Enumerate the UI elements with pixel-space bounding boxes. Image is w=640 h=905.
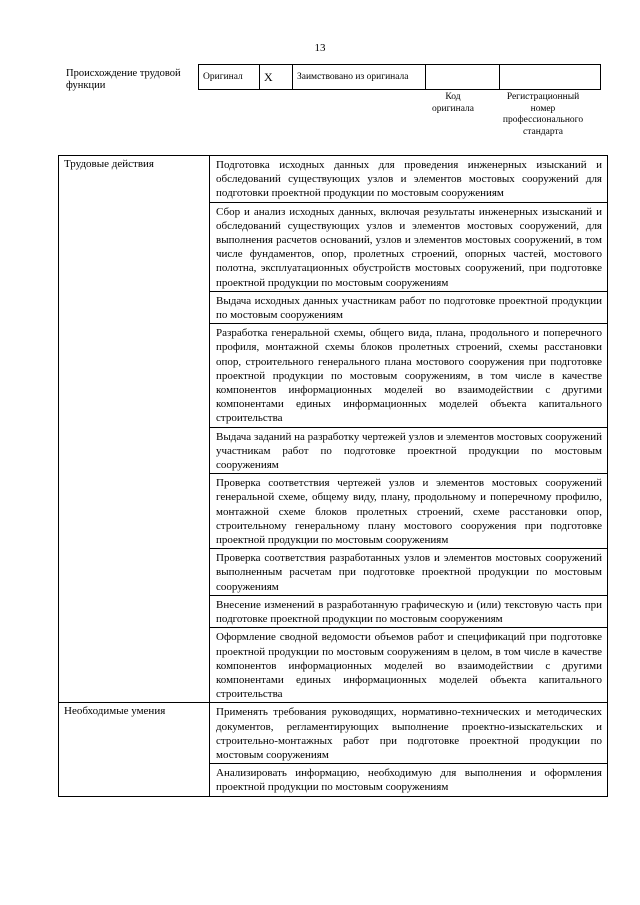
section-item: Проверка соответствия разработанных узлов и элементов мостовых сооружений выполненным расчетам при подготовке проектной продукции по мостовым сооружениям bbox=[210, 549, 608, 596]
section-label: Трудовые действия bbox=[59, 156, 210, 703]
section-label: Необходимые умения bbox=[59, 703, 210, 796]
section-item: Применять требования руководящих, нормативно-технических и методических документов, регламентирующих выполнение проектно-изыскательских и строительно-монтажных работ при подготовке проектной продукции по мостовым сооружениям bbox=[210, 703, 608, 764]
section-item: Проверка соответствия чертежей узлов и элементов мостовых сооружений генеральной схеме, общему виду, плану, продольному и поперечному профилю, монтажной схеме блоков пролетных строений, схеме расстановки опор, строительному генеральному плану мостового сооружения при подготовке проектной продукции по мостовым сооружениям bbox=[210, 474, 608, 549]
code-original-caption: Код оригинала bbox=[432, 92, 474, 114]
code-original-cell bbox=[426, 65, 500, 90]
section-item: Сбор и анализ исходных данных, включая результаты инженерных изысканий и обследований существующих узлов и элементов мостовых сооружений, для выполнения расчетов оснований, узлов и элементов мостовых сооружений, в том числе фундаментов, опор, пролетных строений, опорных частей, мостового полотна, эксплуатационных обустройств мостовых сооружений, при подготовке проектной продукции по мостовым сооружениям bbox=[210, 202, 608, 291]
page-number: 13 bbox=[314, 42, 326, 54]
section-item: Внесение изменений в разработанную графическую и (или) текстовую часть при подготовке проектной продукции по мостовым сооружениям bbox=[210, 595, 608, 627]
section-item: Оформление сводной ведомости объемов работ и спецификаций при подготовке проектной продукции по мостовым сооружениям в целом, в том числе в качестве компонентов информационных моделей во взаимодействии с другими компонентами единых информационных моделей объекта капитального строительства bbox=[210, 628, 608, 703]
original-label: Оригинал bbox=[199, 65, 260, 90]
section-item: Выдача заданий на разработку чертежей узлов и элементов мостовых сооружений участникам работ по подготовке проектной продукции по мостовым сооружениям bbox=[210, 427, 608, 474]
section-item: Подготовка исходных данных для проведения инженерных изысканий и обследований существующих узлов и элементов мостовых сооружений для подготовки проектной продукции по мостовым сооружениям bbox=[210, 156, 608, 203]
table-row bbox=[59, 703, 608, 764]
section-item: Разработка генеральной схемы, общего вида, плана, продольного и поперечного профиля, монтажной схемы блоков пролетных строений, схемы расстановки опор, строительного генерального плана мостового сооружения при подготовке проектной продукции по мостовым сооружениям, в том числе в качестве компонентов информационных моделей во взаимодействии с другими компонентами единых информационных моделей объекта капитального строительства bbox=[210, 324, 608, 427]
table-row bbox=[59, 156, 608, 203]
origin-label: Происхождение трудовой функции bbox=[66, 68, 181, 91]
reg-number-cell bbox=[500, 65, 601, 90]
function-table bbox=[58, 155, 608, 797]
section-item: Выдача исходных данных участникам работ по подготовке проектной продукции по мостовым сооружениям bbox=[210, 291, 608, 323]
origin-table bbox=[198, 64, 601, 90]
borrowed-label: Заимствовано из оригинала bbox=[293, 65, 426, 90]
section-item: Анализировать информацию, необходимую для выполнения и оформления проектной продукции по мостовым сооружениям bbox=[210, 764, 608, 796]
original-mark: X bbox=[260, 65, 293, 90]
reg-number-caption: Регистрационный номер профессионального стандарта bbox=[502, 92, 584, 137]
